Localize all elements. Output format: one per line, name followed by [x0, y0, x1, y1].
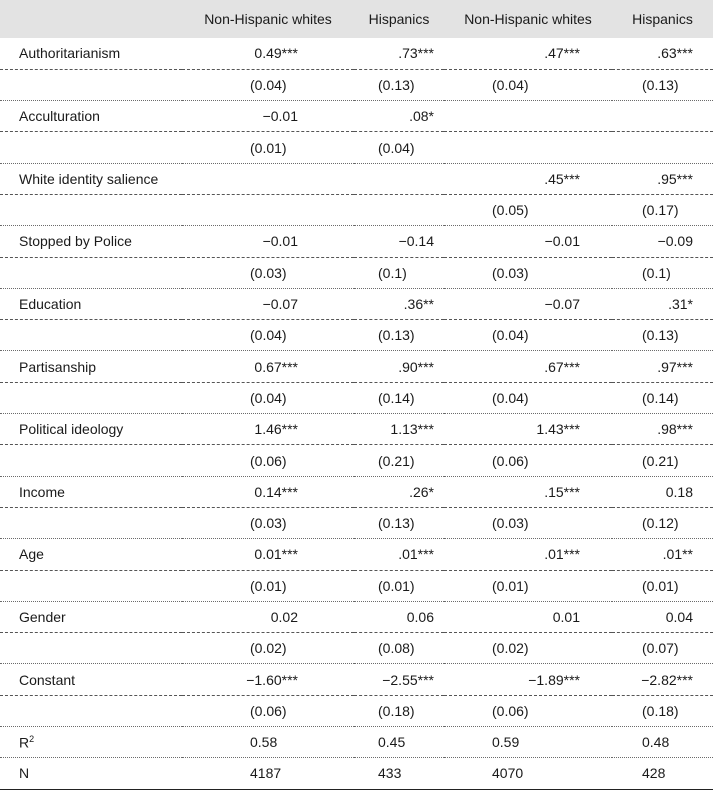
standard-error-cell: (0.07)	[612, 633, 713, 664]
coefficient-cell	[444, 101, 612, 132]
coefficient-cell: 0.01	[444, 601, 612, 632]
coefficient-cell: .47***	[544, 45, 580, 62]
standard-error-cell: (0.04)	[182, 382, 354, 413]
standard-error-cell: (0.17)	[612, 194, 713, 225]
standard-error-cell: (0.13)	[612, 69, 713, 100]
standard-error-cell: (0.01)	[612, 570, 713, 601]
blank-cell	[0, 194, 182, 225]
standard-error-cell: (0.14)	[354, 382, 444, 413]
cell: 0.59	[444, 727, 612, 758]
row-label: N	[0, 758, 182, 789]
coefficient-cell: .95***	[612, 163, 713, 194]
standard-error-cell: (0.06)	[444, 445, 612, 476]
standard-error-cell: (0.13)	[354, 69, 444, 100]
coefficient-cell: .36**	[354, 288, 444, 319]
n-row	[0, 758, 713, 789]
coefficient-cell: 1.43***	[444, 414, 612, 445]
standard-error-row	[0, 570, 713, 601]
standard-error-cell: (0.04)	[444, 320, 612, 351]
standard-error-row	[0, 382, 713, 413]
standard-error-cell: (0.04)	[444, 69, 612, 100]
coefficient-row	[0, 101, 713, 132]
standard-error-cell: (0.04)	[354, 132, 444, 163]
coefficient-cell: .31*	[612, 288, 713, 319]
coefficient-cell: .97***	[612, 351, 713, 382]
standard-error-cell: (0.03)	[444, 257, 612, 288]
standard-error-cell: (0.12)	[612, 507, 713, 538]
standard-error-cell: (0.13)	[354, 507, 444, 538]
coefficient-row	[0, 664, 713, 695]
header-cell	[0, 0, 182, 38]
coefficient-cell: −0.01	[444, 226, 612, 257]
coefficient-cell: 0.18	[612, 476, 713, 507]
standard-error-cell: (0.21)	[612, 445, 713, 476]
standard-error-cell: (0.06)	[182, 695, 354, 726]
row-label: Acculturation	[0, 101, 182, 132]
blank-cell	[0, 633, 182, 664]
coefficient-cell: −0.01	[182, 226, 354, 257]
row-label: Gender	[0, 601, 182, 632]
coefficient-cell: 0.02	[182, 601, 354, 632]
standard-error-row	[0, 320, 713, 351]
standard-error-cell: (0.14)	[612, 382, 713, 413]
coefficient-cell: 1.46***	[182, 414, 354, 445]
standard-error-cell: (0.1)	[354, 257, 444, 288]
coefficient-cell: .67***	[444, 351, 612, 382]
coefficient-cell: .01**	[612, 539, 713, 570]
row-label: Stopped by Police	[0, 226, 182, 257]
coefficient-cell	[612, 101, 713, 132]
standard-error-row	[0, 633, 713, 664]
row-label: Authoritarianism	[19, 45, 121, 62]
standard-error-row	[0, 257, 713, 288]
header-cell: Non-Hispanic whites	[204, 11, 332, 27]
row-label: $R^2$	[0, 727, 182, 758]
blank-cell	[0, 507, 182, 538]
r-squared-row	[0, 727, 713, 758]
row-label: Education	[0, 288, 182, 319]
header-row	[0, 0, 713, 38]
standard-error-cell: (0.06)	[182, 445, 354, 476]
coefficient-cell: .26*	[354, 476, 444, 507]
standard-error-cell: (0.13)	[612, 320, 713, 351]
standard-error-row	[0, 194, 713, 225]
standard-error-cell: (0.06)	[444, 695, 612, 726]
coefficient-cell: −1.89***	[444, 664, 612, 695]
standard-error-cell: (0.03)	[182, 257, 354, 288]
cell: 4187	[182, 758, 354, 789]
standard-error-row	[0, 445, 713, 476]
standard-error-cell: (0.04)	[182, 320, 354, 351]
coefficient-cell: .63***	[657, 45, 693, 62]
standard-error-row	[0, 695, 713, 726]
standard-error-cell: (0.02)	[182, 633, 354, 664]
row-label: Income	[0, 476, 182, 507]
row-label: Political ideology	[0, 414, 182, 445]
header-cell: Non-Hispanic whites	[464, 11, 592, 27]
coefficient-row	[0, 38, 713, 69]
coefficient-row	[0, 288, 713, 319]
standard-error-cell: (0.01)	[354, 570, 444, 601]
coefficient-cell: −2.55***	[354, 664, 444, 695]
coefficient-cell: 0.14***	[182, 476, 354, 507]
standard-error-cell	[354, 194, 444, 225]
standard-error-cell	[444, 132, 612, 163]
coefficient-cell	[354, 163, 444, 194]
header-cell: Hispanics	[368, 11, 430, 27]
coefficient-cell: .98***	[612, 414, 713, 445]
standard-error-row	[0, 507, 713, 538]
coefficient-cell	[182, 163, 354, 194]
standard-error-cell: (0.01)	[444, 570, 612, 601]
cell: 0.58	[182, 727, 354, 758]
row-label: Partisanship	[0, 351, 182, 382]
coefficient-cell: 0.06	[354, 601, 444, 632]
cell: 428	[612, 758, 713, 789]
blank-cell	[0, 320, 182, 351]
blank-cell	[0, 445, 182, 476]
standard-error-cell: (0.04)	[444, 382, 612, 413]
table-body	[0, 38, 713, 789]
cell: 4070	[444, 758, 612, 789]
coefficient-cell: −0.07	[182, 288, 354, 319]
standard-error-cell: (0.01)	[182, 132, 354, 163]
standard-error-cell: (0.18)	[354, 695, 444, 726]
coefficient-row	[0, 351, 713, 382]
coefficient-cell: .90***	[354, 351, 444, 382]
standard-error-cell: (0.04)	[182, 69, 354, 100]
coefficient-cell: 0.49***	[254, 45, 298, 62]
coefficient-cell: .08*	[354, 101, 444, 132]
standard-error-cell: (0.13)	[354, 320, 444, 351]
coefficient-cell: −0.07	[444, 288, 612, 319]
coefficient-row	[0, 163, 713, 194]
standard-error-cell: (0.1)	[612, 257, 713, 288]
standard-error-cell: (0.05)	[444, 194, 612, 225]
coefficient-cell: −2.82***	[612, 664, 713, 695]
coefficient-cell: .15***	[444, 476, 612, 507]
standard-error-cell: (0.03)	[444, 507, 612, 538]
coefficient-cell: −0.09	[612, 226, 713, 257]
coefficient-cell: −0.14	[354, 226, 444, 257]
standard-error-row	[0, 132, 713, 163]
header-cell: Hispanics	[632, 11, 693, 27]
coefficient-cell: .73***	[398, 45, 434, 62]
cell: 0.48	[612, 727, 713, 758]
coefficient-row	[0, 226, 713, 257]
cell: 0.45	[354, 727, 444, 758]
standard-error-cell: (0.01)	[182, 570, 354, 601]
blank-cell	[0, 132, 182, 163]
blank-cell	[0, 695, 182, 726]
standard-error-cell: (0.03)	[182, 507, 354, 538]
coefficient-cell: .01***	[444, 539, 612, 570]
blank-cell	[0, 570, 182, 601]
blank-cell	[0, 382, 182, 413]
coefficient-row	[0, 414, 713, 445]
standard-error-cell: (0.02)	[444, 633, 612, 664]
standard-error-cell: (0.21)	[354, 445, 444, 476]
coefficient-cell: −0.01	[182, 101, 354, 132]
row-label: Age	[0, 539, 182, 570]
standard-error-cell: (0.08)	[354, 633, 444, 664]
coefficient-cell: 0.67***	[182, 351, 354, 382]
coefficient-cell: 0.04	[612, 601, 713, 632]
coefficient-cell: 0.01***	[182, 539, 354, 570]
coefficient-cell: .45***	[444, 163, 612, 194]
coefficient-cell: .01***	[354, 539, 444, 570]
blank-cell	[0, 257, 182, 288]
coefficient-cell: −1.60***	[182, 664, 354, 695]
row-label: White identity salience	[0, 163, 182, 194]
standard-error-cell	[612, 132, 713, 163]
standard-error-cell: (0.18)	[612, 695, 713, 726]
coefficient-row	[0, 601, 713, 632]
standard-error-row	[0, 69, 713, 100]
coefficient-row	[0, 539, 713, 570]
standard-error-cell	[182, 194, 354, 225]
cell: 433	[354, 758, 444, 789]
coefficient-row	[0, 476, 713, 507]
row-label: Constant	[0, 664, 182, 695]
blank-cell	[0, 69, 182, 100]
coefficient-cell: 1.13***	[354, 414, 444, 445]
